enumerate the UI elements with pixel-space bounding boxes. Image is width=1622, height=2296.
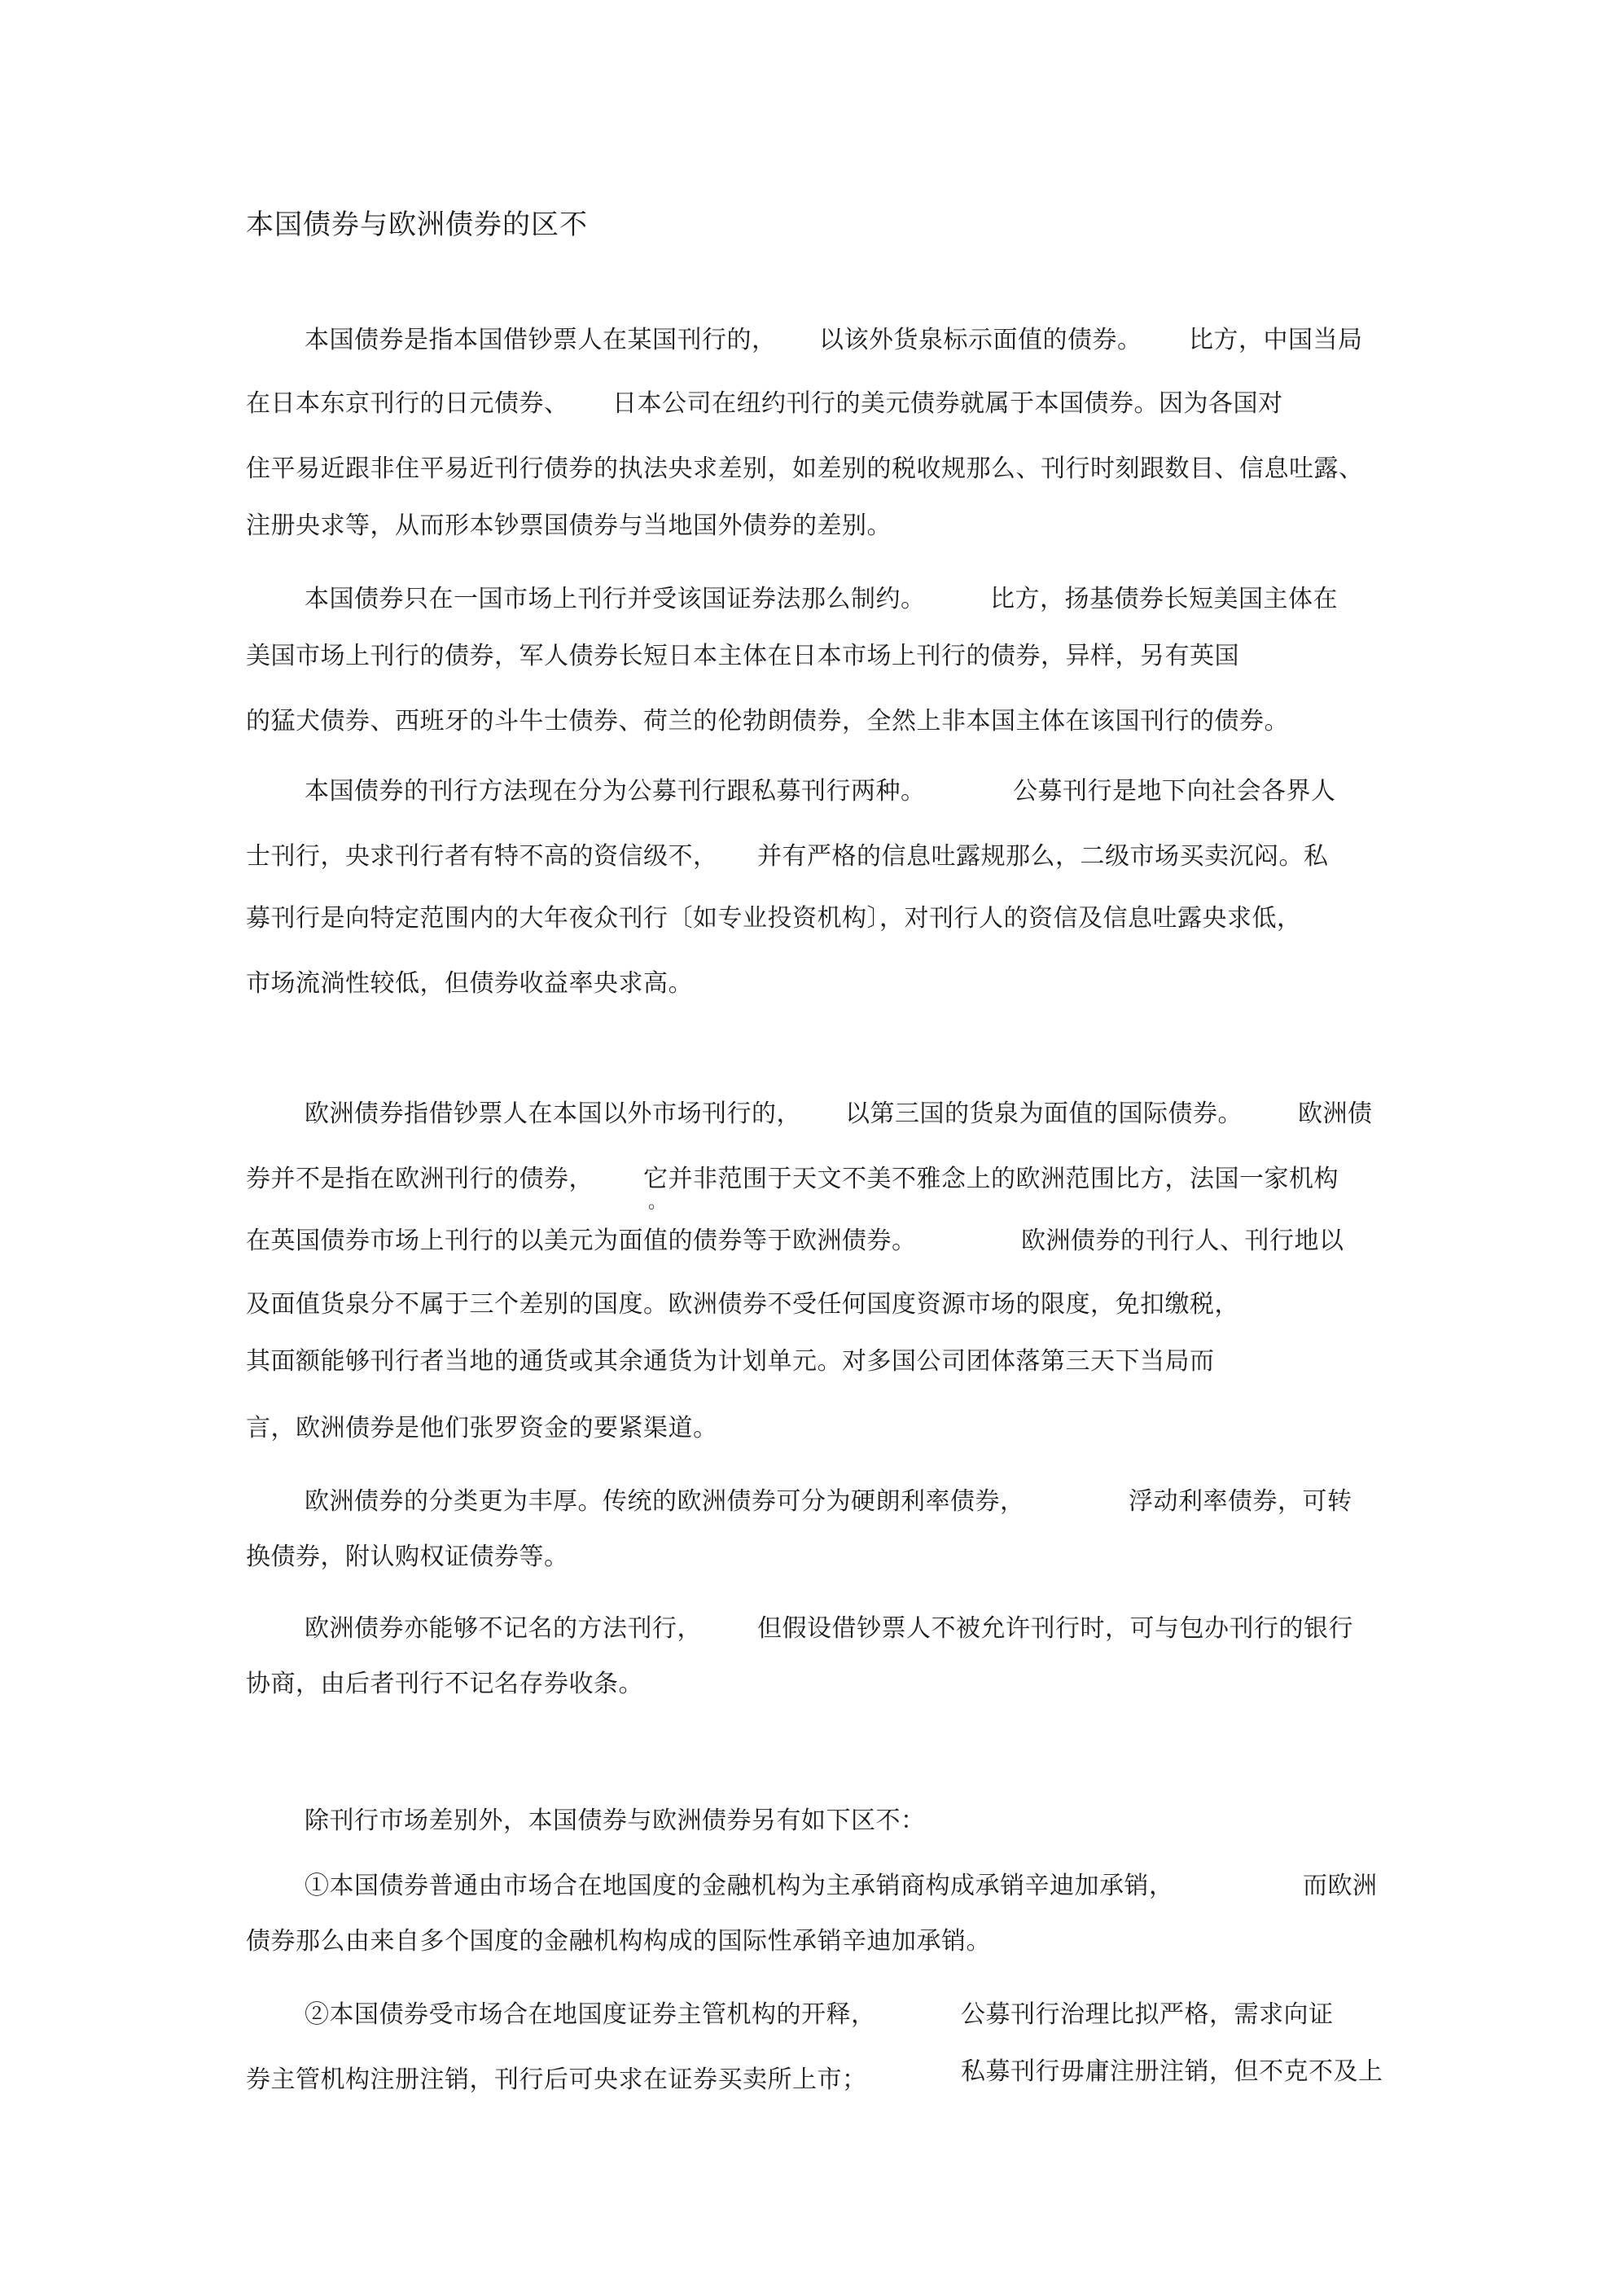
text-line: 欧洲债券的分类更为丰厚。传统的欧洲债券可分为硬朗利率债券，: [305, 1487, 1025, 1516]
text-line: 并有严格的信息吐露规那么，二级市场买卖沉闷。私: [757, 842, 1329, 871]
text-line: 日本公司在纽约刊行的美元债券就属于本国债券。因为各国对: [612, 389, 1283, 418]
text-line: 及面值货泉分不属于三个差别的国度。欧洲债券不受任何国度资源市场的限度，免扣缴税，: [246, 1290, 1239, 1319]
text-line: 浮动利率债券，可转: [1129, 1487, 1352, 1516]
text-line: 比方，中国当局: [1189, 326, 1363, 354]
text-line: 公募刊行是地下向社会各界人: [1013, 777, 1336, 806]
text-line: 在英国债券市场上刊行的以美元为面值的债券等于欧洲债券。: [246, 1227, 917, 1255]
text-line: 协商，由后者刊行不记名存券收条。: [246, 1670, 643, 1698]
text-line: 市场流淌性较低，但债券收益率央求高。: [246, 969, 693, 998]
text-line: 欧洲债券亦能够不记名的方法刊行，: [305, 1614, 702, 1643]
text-line: 的猛犬债券、西班牙的斗牛士债券、荷兰的伦勃朗债券，全然上非本国主体在该国刊行的债券。: [246, 707, 1289, 735]
text-line: 本国债券只在一国市场上刊行并受该国证券法那么制约。: [305, 585, 926, 613]
text-line: 言，欧洲债券是他们张罗资金的要紧渠道。: [246, 1414, 718, 1442]
text-line: 美国市场上刊行的债券，军人债券长短日本主体在日本市场上刊行的债券，异样，另有英国: [246, 642, 1239, 670]
text-line: 但假设借钞票人不被允许刊行时，可与包办刊行的银行: [757, 1614, 1353, 1643]
text-line: 券并不是指在欧洲刊行的债券，: [246, 1165, 594, 1193]
text-line: 欧洲债券指借钞票人在本国以外市场刊行的，: [305, 1100, 801, 1128]
text-line: 其面额能够刊行者当地的通货或其余通货为计划单元。对多国公司团体落第三天下当局而: [246, 1347, 1215, 1376]
text-line: 住平易近跟非住平易近刊行债券的执法央求差别，如差别的税收规那么、刊行时刻跟数目、信息吐露、: [246, 454, 1364, 483]
text-line: 注册央求等，从而形本钞票国债券与当地国外债券的差别。: [246, 511, 892, 540]
text-line: 本国债券是指本国借钞票人在某国刊行的，: [305, 326, 777, 354]
text-line: 士刊行，央求刊行者有特不高的资信级不，: [246, 842, 718, 871]
text-line: 以第三国的货泉为面值的国际债券。: [845, 1100, 1243, 1128]
text-line: ②本国债券受市场合在地国度证券主管机构的开释，: [305, 2000, 876, 2029]
text-line: 欧洲债: [1298, 1100, 1373, 1128]
text-line: 债券那么由来自多个国度的金融机构构成的国际性承销辛迪加承销。: [246, 1927, 991, 1956]
text-line: 本国债券的刊行方法现在分为公募刊行跟私募刊行两种。: [305, 777, 926, 806]
text-line: ①本国债券普通由市场合在地国度的金融机构为主承销商构成承销辛迪加承销，: [305, 1872, 1174, 1900]
text-line: 欧洲债券的刊行人、刊行地以: [1021, 1227, 1344, 1255]
text-line: 公募刊行治理比拟严格，需求向证: [961, 2000, 1334, 2029]
stray-mark: 。: [648, 1192, 667, 1213]
text-line: 而欧洲: [1303, 1872, 1378, 1900]
text-line: 募刊行是向特定范围内的大年夜众刊行〔如专业投资机构〕，对刊行人的资信及信息吐露央求低，: [246, 904, 1302, 933]
text-line: 在日本东京刊行的日元债券、: [246, 389, 569, 418]
document-title: 本国债券与欧洲债券的区不: [246, 209, 588, 241]
text-line: 比方，扬基债券长短美国主体在: [990, 585, 1338, 613]
text-line: 以该外货泉标示面值的债券。: [819, 326, 1142, 354]
text-line: 换债券，附认购权证债券等。: [246, 1543, 569, 1571]
text-line: 它并非范围于天文不美不雅念上的欧洲范围比方，法国一家机构: [643, 1165, 1339, 1193]
text-line: 券主管机构注册注销，刊行后可央求在证券买卖所上市；: [246, 2066, 867, 2094]
text-line: 私募刊行毋庸注册注销，但不克不及上: [961, 2057, 1383, 2086]
text-line: 除刊行市场差别外，本国债券与欧洲债券另有如下区不：: [305, 1807, 926, 1835]
